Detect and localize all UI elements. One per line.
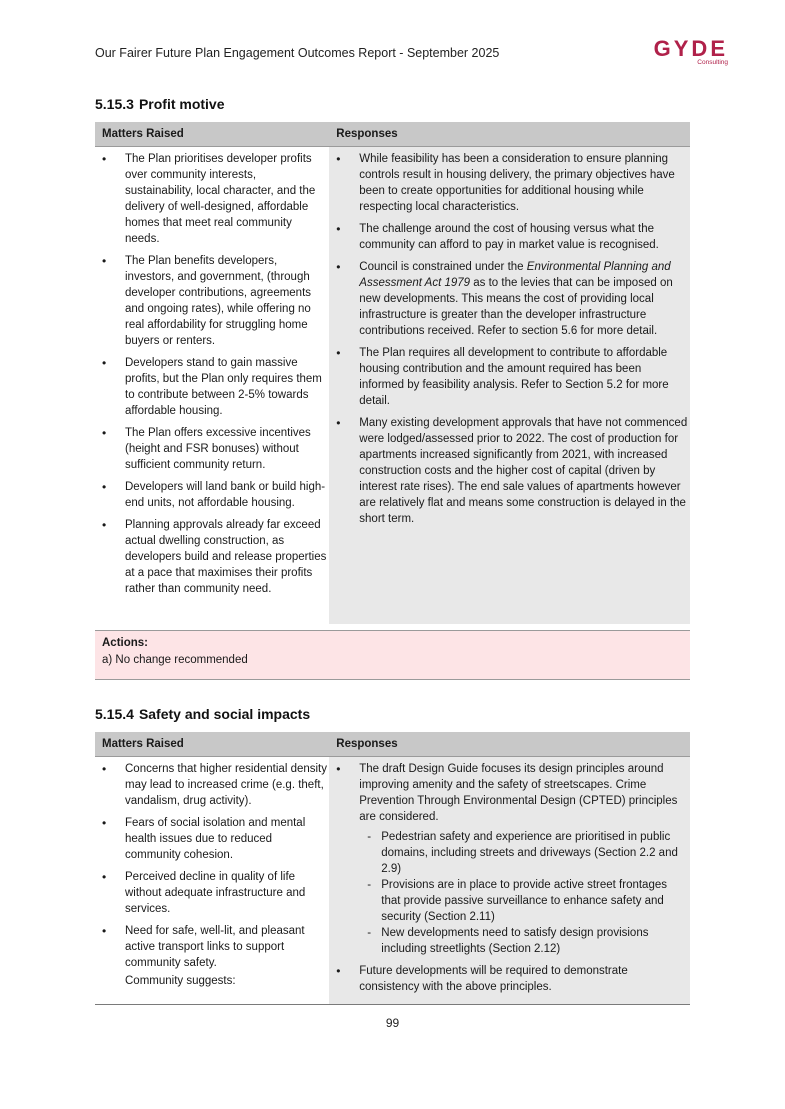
response-sub-item: - Provisions are in place to provide active street frontages that provide passive surveillance to enhance safety and security (Section 2.11) bbox=[359, 877, 688, 925]
response-item: • The Plan requires all development to contribute to affordable housing contribution and the amount required has been informed by feasibility analysis. Refer to Section 5.2 for more detail. bbox=[329, 345, 688, 409]
matter-item: • Need for safe, well-lit, and pleasant active transport links to support community safety. bbox=[95, 923, 327, 971]
response-item: • The challenge around the cost of housing versus what the community can afford to pay in market value is recognised. bbox=[329, 221, 688, 253]
matter-item: • Concerns that higher residential density may lead to increased crime (e.g. theft, vandalism, drug activity). bbox=[95, 761, 327, 809]
matter-item: • Developers will land bank or build high-end units, not affordable housing. bbox=[95, 479, 327, 511]
actions-text: a) No change recommended bbox=[102, 654, 248, 666]
section-heading-profit-motive bbox=[95, 96, 225, 112]
matter-item: • The Plan benefits developers, investors, and government, (through developer contributions, agreements and ongoing rates), while offering no real affordability for struggling home buyers or renters. bbox=[95, 253, 327, 349]
col-header-matters-raised: Matters Raised bbox=[95, 732, 329, 757]
response-item: • Future developments will be required to demonstrate consistency with the above principles. bbox=[329, 963, 688, 995]
col-header-responses: Responses bbox=[329, 122, 690, 147]
section-title: Profit motive bbox=[138, 96, 225, 112]
responses-cell bbox=[329, 147, 690, 625]
response-sub-item: - New developments need to satisfy design provisions including streetlights (Section 2.12) bbox=[359, 925, 688, 957]
logo-wordmark: GYDE bbox=[653, 36, 728, 61]
matter-item: • Fears of social isolation and mental health issues due to reduced community cohesion. bbox=[95, 815, 327, 863]
responses-cell bbox=[329, 757, 690, 1005]
response-item bbox=[329, 761, 688, 957]
response-item: • While feasibility has been a consideration to ensure planning controls result in housing delivery, the primary objectives have been to create opportunities for additional housing while respecting local characteristics. bbox=[329, 151, 688, 215]
response-item bbox=[329, 259, 688, 339]
section-title: Safety and social impacts bbox=[138, 706, 311, 722]
response-text: Council is constrained under the bbox=[359, 261, 527, 273]
matters-raised-cell bbox=[95, 147, 329, 625]
col-header-responses: Responses bbox=[329, 732, 690, 757]
matter-item: • Perceived decline in quality of life without adequate infrastructure and services. bbox=[95, 869, 327, 917]
page-number: 99 bbox=[385, 1016, 400, 1030]
matter-item: • Developers stand to gain massive profits, but the Plan only requires them to contribute between 2-5% towards affordable housing. bbox=[95, 355, 327, 419]
section-heading-safety-social bbox=[95, 706, 310, 722]
col-header-matters-raised: Matters Raised bbox=[95, 122, 329, 147]
actions-label: Actions: bbox=[102, 637, 148, 649]
matter-item: • The Plan prioritises developer profits over community interests, sustainability, local character, and the delivery of well-designed, affordable homes that meet real community needs. bbox=[95, 151, 327, 247]
response-sub-list bbox=[359, 829, 688, 957]
matter-item: • Planning approvals already far exceed actual dwelling construction, as developers build and release properties at a pace that maximises their profits rather than community need. bbox=[95, 517, 327, 597]
section-number: 5.15.3 bbox=[95, 96, 134, 112]
response-sub-item: - Pedestrian safety and experience are prioritised in public domains, including streets and driveways (Section 2.2 and 2.9) bbox=[359, 829, 688, 877]
community-suggests-label: Community suggests: bbox=[125, 975, 236, 987]
matters-raised-cell bbox=[95, 757, 329, 1005]
logo-subtitle: Consulting bbox=[697, 59, 728, 66]
gyde-logo bbox=[636, 38, 728, 68]
response-text: as to the levies that can be imposed on new developments. This means the cost of providing local infrastructure is greater than the developer infrastructure contributions received. Refer to section 5.6 for more detail. bbox=[359, 277, 673, 337]
section-number: 5.15.4 bbox=[95, 706, 134, 722]
document-header-title: Our Fairer Future Plan Engagement Outcomes Report - September 2025 bbox=[95, 46, 500, 60]
response-item: • Many existing development approvals that have not commenced were lodged/assessed prior to 2022. The cost of production for apartments increased significantly from 2021, with increased construction costs and the higher cost of capital (driven by interest rate rises). The end sale values of apartments however are relatively flat and means some construction is delayed in the short term. bbox=[329, 415, 688, 527]
profit-motive-table bbox=[95, 122, 690, 624]
matter-item: • The Plan offers excessive incentives (height and FSR bonuses) without sufficient community return. bbox=[95, 425, 327, 473]
safety-social-table bbox=[95, 732, 690, 1005]
response-text: The draft Design Guide focuses its design principles around improving amenity and the safety of streetscapes. Crime Prevention Through Environmental Design (CPTED) principles are considered. bbox=[359, 763, 678, 823]
legislation-title: Environmental Planning and Assessment Act 1979 bbox=[359, 261, 671, 289]
actions-box bbox=[95, 630, 690, 680]
